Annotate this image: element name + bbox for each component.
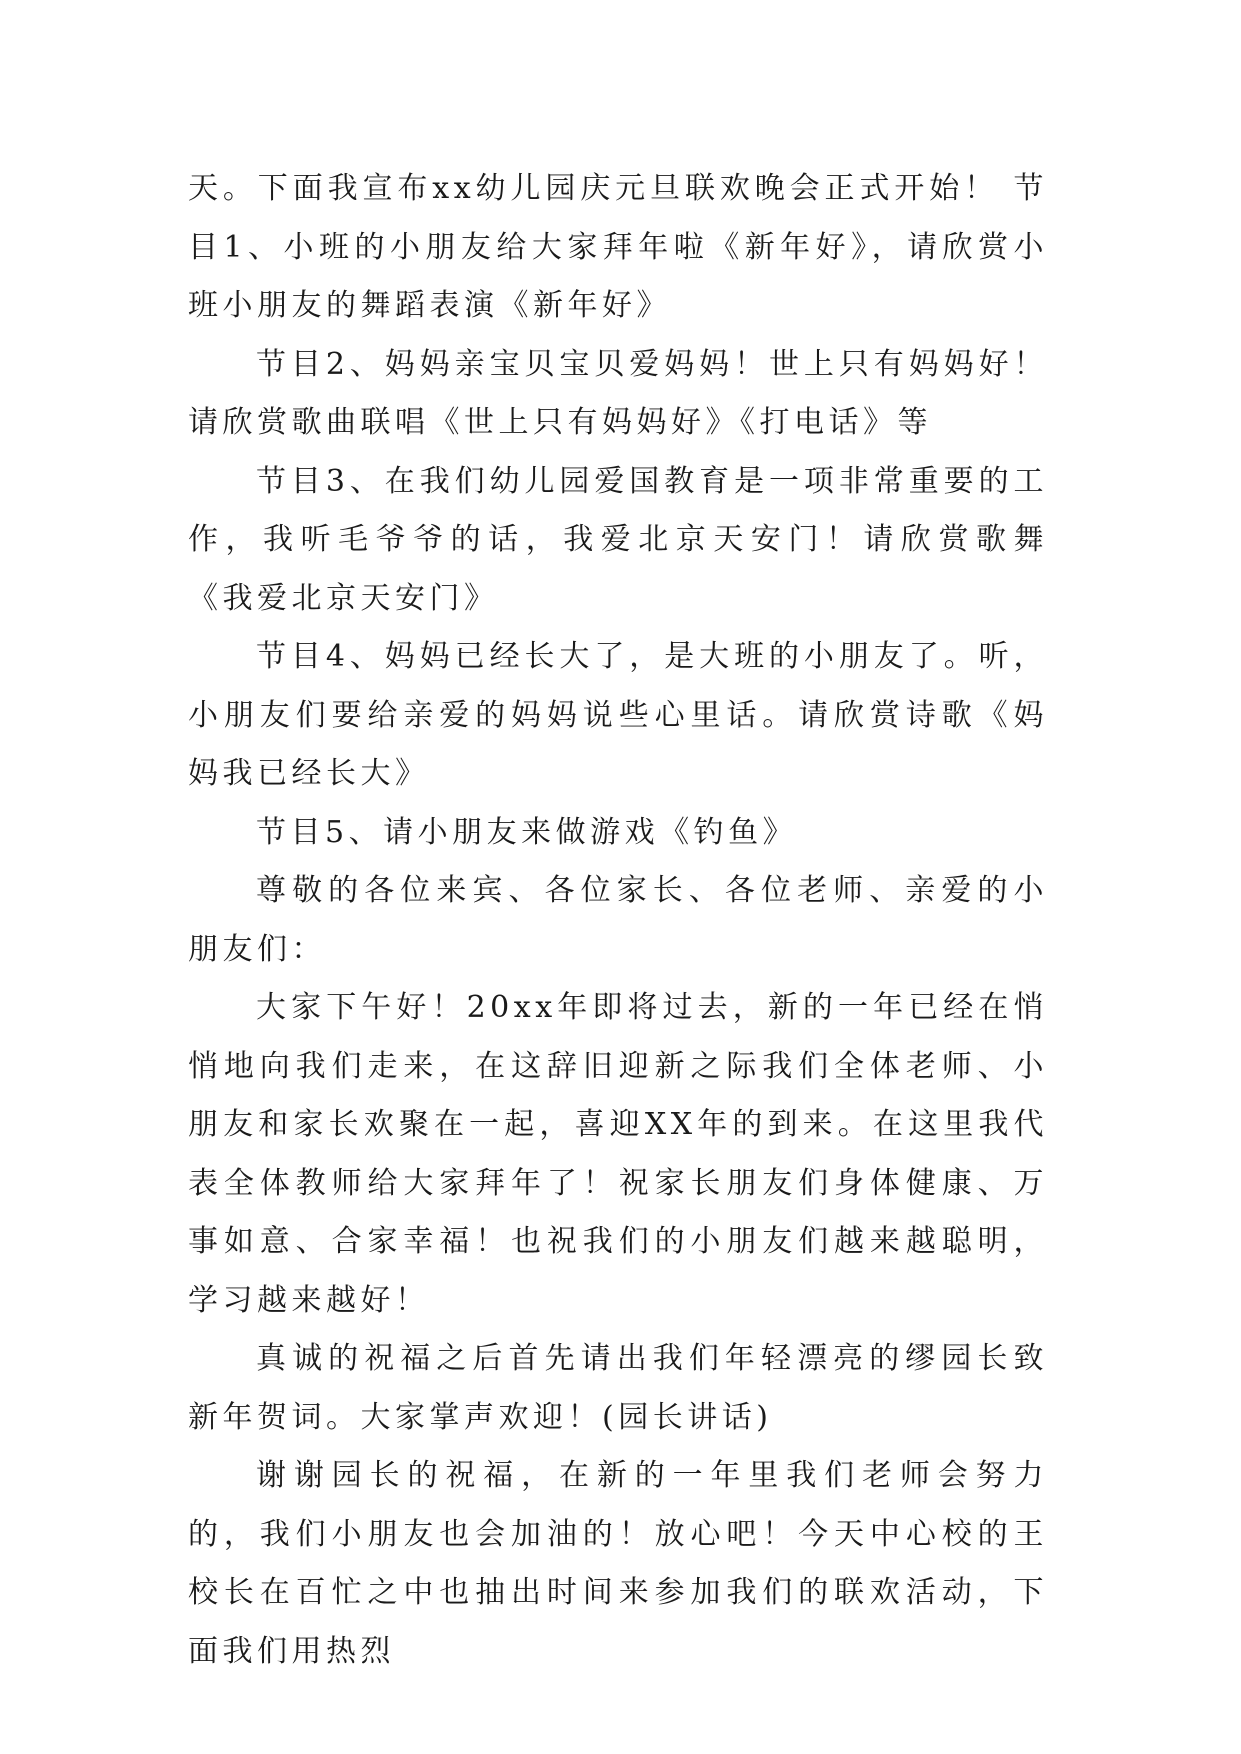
document-body bbox=[188, 160, 1048, 1681]
paragraph-4: 节目4、妈妈已经长大了，是大班的小朋友了。听，小朋友们要给亲爱的妈妈说些心里话。请欣赏诗歌《妈妈我已经长大》 bbox=[188, 639, 1048, 791]
paragraph-8: 真诚的祝福之后首先请出我们年轻漂亮的缪园长致新年贺词。大家掌声欢迎！(园长讲话) bbox=[188, 1341, 1048, 1435]
paragraph-7: 大家下午好！20xx年即将过去，新的一年已经在悄悄地向我们走来，在这辞旧迎新之际我们全体老师、小朋友和家长欢聚在一起，喜迎XX年的到来。在这里我代表全体教师给大家拜年了！祝家长朋友们身体健康、万事如意、合家幸福！也祝我们的小朋友们越来越聪明，学习越来越好！ bbox=[188, 990, 1048, 1318]
paragraph-1: 天。下面我宣布xx幼儿园庆元旦联欢晚会正式开始！ 节目1、小班的小朋友给大家拜年啦《新年好》，请欣赏小班小朋友的舞蹈表演《新年好》 bbox=[188, 171, 1048, 323]
paragraph-9: 谢谢园长的祝福，在新的一年里我们老师会努力的，我们小朋友也会加油的！放心吧！今天中心校的王校长在百忙之中也抽出时间来参加我们的联欢活动，下面我们用热烈 bbox=[188, 1458, 1048, 1669]
paragraph-6: 尊敬的各位来宾、各位家长、各位老师、亲爱的小朋友们： bbox=[188, 873, 1048, 967]
paragraph-5: 节目5、请小朋友来做游戏《钓鱼》 bbox=[256, 814, 798, 850]
paragraph-2: 节目2、妈妈亲宝贝宝贝爱妈妈！世上只有妈妈好！请欣赏歌曲联唱《世上只有妈妈好》《打电话》等 bbox=[188, 346, 1048, 440]
paragraph-3: 节目3、在我们幼儿园爱国教育是一项非常重要的工作，我听毛爷爷的话，我爱北京天安门！请欣赏歌舞《我爱北京天安门》 bbox=[188, 463, 1048, 616]
